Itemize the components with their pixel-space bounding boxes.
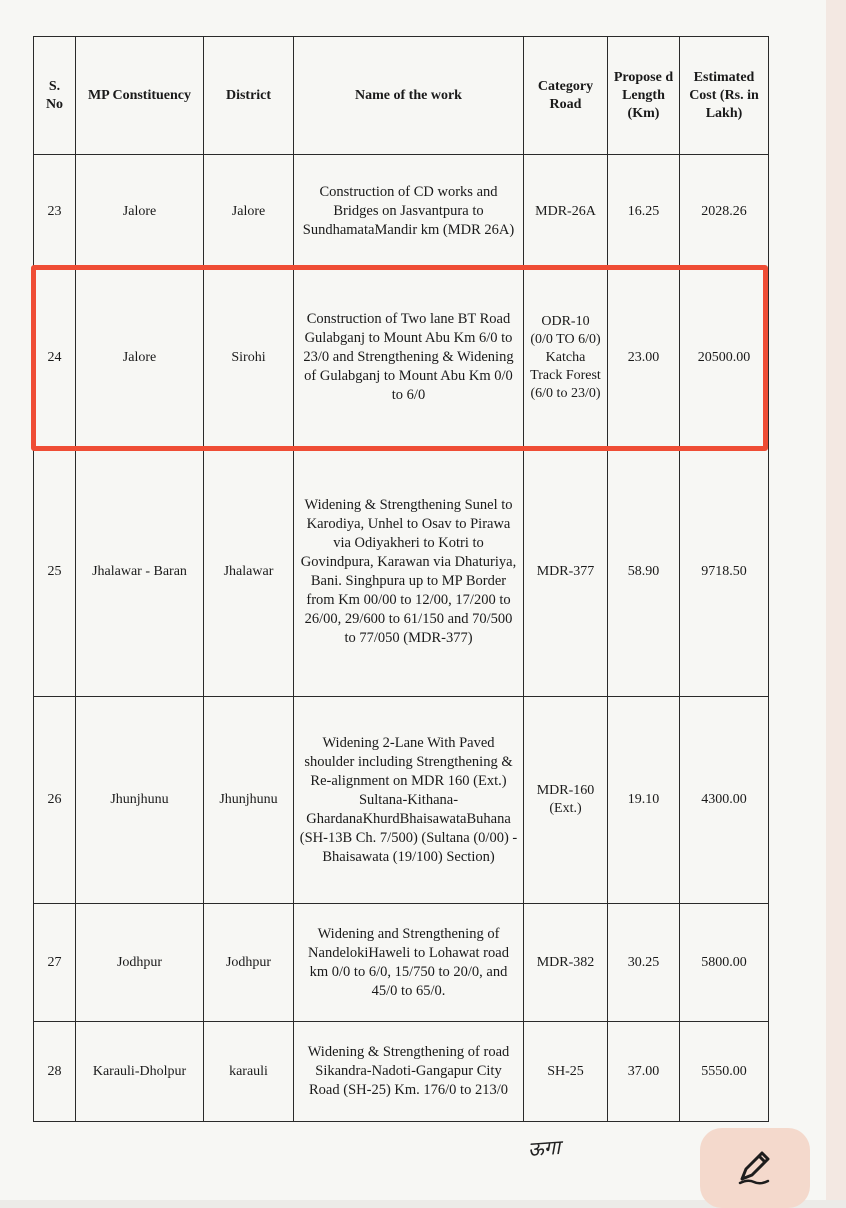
works-table — [33, 36, 769, 1122]
cell-district: Jodhpur — [204, 904, 294, 1022]
table-row — [34, 697, 769, 904]
cell-mp: Jhalawar - Baran — [76, 447, 204, 697]
cell-work: Construction of Two lane BT Road Gulabganj to Mount Abu Km 6/0 to 23/0 and Strengthening & Widening of Gulabganj to Mount Abu Km 0/0 to 6/0 — [294, 269, 524, 447]
header-category-road: Category Road — [524, 37, 608, 155]
cell-district: Sirohi — [204, 269, 294, 447]
cell-sno: 25 — [34, 447, 76, 697]
pen-edit-icon — [734, 1145, 776, 1192]
edit-button[interactable] — [700, 1128, 810, 1208]
cell-category: ODR-10 (0/0 TO 6/0) Katcha Track Forest (6/0 to 23/0) — [524, 269, 608, 447]
cell-category: SH-25 — [524, 1022, 608, 1122]
cell-category: MDR-160 (Ext.) — [524, 697, 608, 904]
handwritten-signature: ऊगा — [527, 1134, 561, 1162]
table-row — [34, 269, 769, 447]
cell-work: Construction of CD works and Bridges on Jasvantpura to SundhamataMandir km (MDR 26A) — [294, 155, 524, 269]
cell-sno: 24 — [34, 269, 76, 447]
cell-district: Jalore — [204, 155, 294, 269]
cell-cost: 2028.26 — [680, 155, 769, 269]
cell-mp: Jhunjhunu — [76, 697, 204, 904]
cell-length: 58.90 — [608, 447, 680, 697]
table-row — [34, 447, 769, 697]
header-district: District — [204, 37, 294, 155]
cell-work: Widening & Strengthening of road Sikandra-Nadoti-Gangapur City Road (SH-25) Km. 176/0 to 213/0 — [294, 1022, 524, 1122]
table-row — [34, 155, 769, 269]
cell-sno: 27 — [34, 904, 76, 1022]
cell-work: Widening and Strengthening of NandelokiHaweli to Lohawat road km 0/0 to 6/0, 15/750 to 20/0, and 45/0 to 65/0. — [294, 904, 524, 1022]
header-mp-constituency: MP Constituency — [76, 37, 204, 155]
cell-mp: Karauli-Dholpur — [76, 1022, 204, 1122]
cell-length: 16.25 — [608, 155, 680, 269]
table-row — [34, 1022, 769, 1122]
header-name-of-work: Name of the work — [294, 37, 524, 155]
cell-sno: 28 — [34, 1022, 76, 1122]
cell-district: karauli — [204, 1022, 294, 1122]
cell-category: MDR-26A — [524, 155, 608, 269]
cell-category: MDR-382 — [524, 904, 608, 1022]
cell-district: Jhalawar — [204, 447, 294, 697]
cell-mp: Jalore — [76, 155, 204, 269]
cell-length: 30.25 — [608, 904, 680, 1022]
cell-sno: 26 — [34, 697, 76, 904]
cell-length: 23.00 — [608, 269, 680, 447]
header-sno: S. No — [34, 37, 76, 155]
cell-cost: 9718.50 — [680, 447, 769, 697]
header-row — [34, 37, 769, 155]
cell-district: Jhunjhunu — [204, 697, 294, 904]
cell-cost: 20500.00 — [680, 269, 769, 447]
header-estimated-cost: Estimated Cost (Rs. in Lakh) — [680, 37, 769, 155]
cell-cost: 5800.00 — [680, 904, 769, 1022]
cell-sno: 23 — [34, 155, 76, 269]
cell-cost: 4300.00 — [680, 697, 769, 904]
cell-mp: Jalore — [76, 269, 204, 447]
cell-cost: 5550.00 — [680, 1022, 769, 1122]
cell-work: Widening & Strengthening Sunel to Karodiya, Unhel to Osav to Pirawa via Odiyakheri to Kotri to Govindpura, Karawan via Dhaturiya, Bani. Singhpura up to MP Border from Km 00/00 to 12/00, 17/200 to 26/00, 29/600 to 61/150 and 70/500 to 77/050 (MDR-377) — [294, 447, 524, 697]
screen-edge — [826, 0, 846, 1200]
table-row — [34, 904, 769, 1022]
cell-category: MDR-377 — [524, 447, 608, 697]
cell-mp: Jodhpur — [76, 904, 204, 1022]
cell-length: 19.10 — [608, 697, 680, 904]
header-proposed-length: Propose d Length (Km) — [608, 37, 680, 155]
cell-length: 37.00 — [608, 1022, 680, 1122]
cell-work: Widening 2-Lane With Paved shoulder including Strengthening & Re-alignment on MDR 160 (Ext.) Sultana-Kithana-GhardanaKhurdBhaisawataBuhana (SH-13B Ch. 7/500) (Sultana (0/00) - Bhaisawata (19/100) Section) — [294, 697, 524, 904]
